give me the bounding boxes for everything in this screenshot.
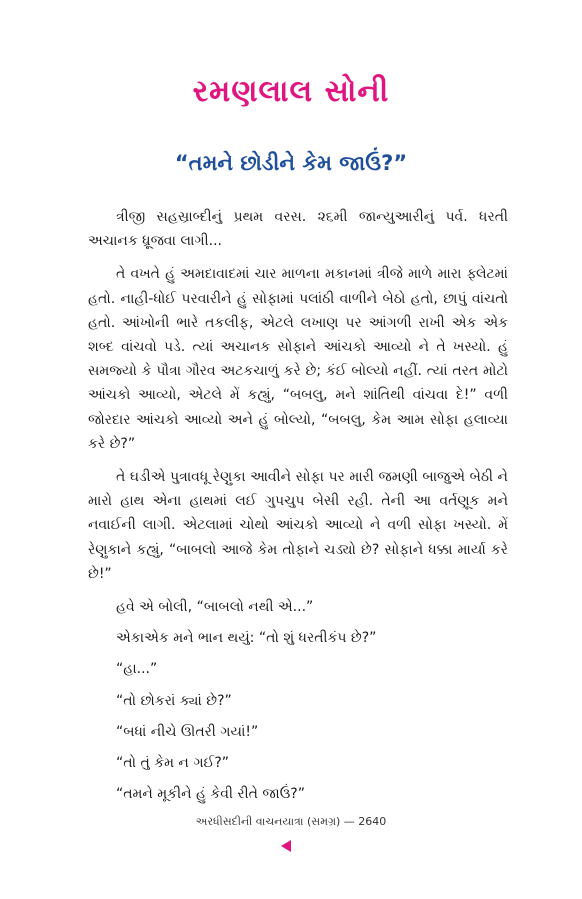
paragraph: ત્રીજી સહસ્રાબ્દીનું પ્રથમ વરસ. ૨૬મી જાન્યુઆરીનું પર્વ. ધરતી અચાનક ધ્રૂજવા લાગી...: [88, 209, 508, 250]
story-body: [88, 205, 508, 813]
story-title: “તમને છોડીને કેમ જાઉં?”: [174, 151, 408, 175]
dialogue-line: “બધાં નીચે ઊતરી ગયાં!”: [116, 723, 259, 740]
dialogue-line: “તો છોકરાં ક્યાં છે?”: [116, 692, 232, 709]
dialogue-line: “તો તું કેમ ન ગઈ?”: [116, 755, 230, 772]
dialogue-line: “તમને મૂકીને હું કેવી રીતે જાઉં?”: [116, 786, 305, 803]
dialogue-line: “હા...”: [116, 661, 158, 678]
author-heading: રમણલાલ સોની: [192, 74, 390, 109]
dialogue-line: એકાએક મને ભાન થયું: “તો શું ધરતીકંપ છે?”: [116, 630, 377, 647]
paragraph: તે વખતે હું અમદાવાદમાં ચાર માળના મકાનમાં ત્રીજે માળે મારા ફ્લેટમાં હતો. નાહી-ધોઈ પરવારીને હું સોફામાં પલાંઠી વાળીને બેઠો હતો, છાપું વાંચતો હતો. આંખોની ભારે તકલીફ, એટલે લખાણ પર આંગળી રાખી એક એક શબ્દ વાંચવો પડે. ત્યાં અચાનક સોફાને આંચકો આવ્યો ને તે ખસ્યો. હું સમજ્યો કે પૌત્રા ગૌરવ અટકચાળું કરે છે; કંઈ બોલ્યો નહીં. ત્યાં તરત મોટો આંચકો આવ્યો, એટલે મેં કહ્યું, “બબલુ, મને શાંતિથી વાંચવા દે!” વળી જોરદાર આંચકો આવ્યો અને હું બોલ્યો, “બબલુ, કેમ આમ સોફા હલાવ્યા કરે છે?”: [88, 266, 508, 452]
previous-page-arrow-icon[interactable]: [281, 840, 291, 852]
dialogue-line: હવે એ બોલી, “બાબલો નથી એ...”: [116, 599, 314, 616]
paragraph: તે ઘડીએ પુત્રાવધૂ રેણુકા આવીને સોફા પર મારી જમણી બાજુએ બેઠી ને મારો હાથ એના હાથમાં લઈ ગુપચુપ બેસી રહી. તેની આ વર્તણૂક મને નવાઈની લાગી. એટલામાં ચોથો આંચકો આવ્યો ને વળી સોફા ખસ્યો. મેં રેણુકાને કહ્યું, “બાબલો આજે કેમ તોફાને ચડ્યો છે? સોફાને ધક્કા માર્યા કરે છે!”: [88, 469, 508, 582]
page-footer: અરધીસદીની વાચનયાત્રા (સમગ્ર) — 2640: [195, 815, 387, 828]
